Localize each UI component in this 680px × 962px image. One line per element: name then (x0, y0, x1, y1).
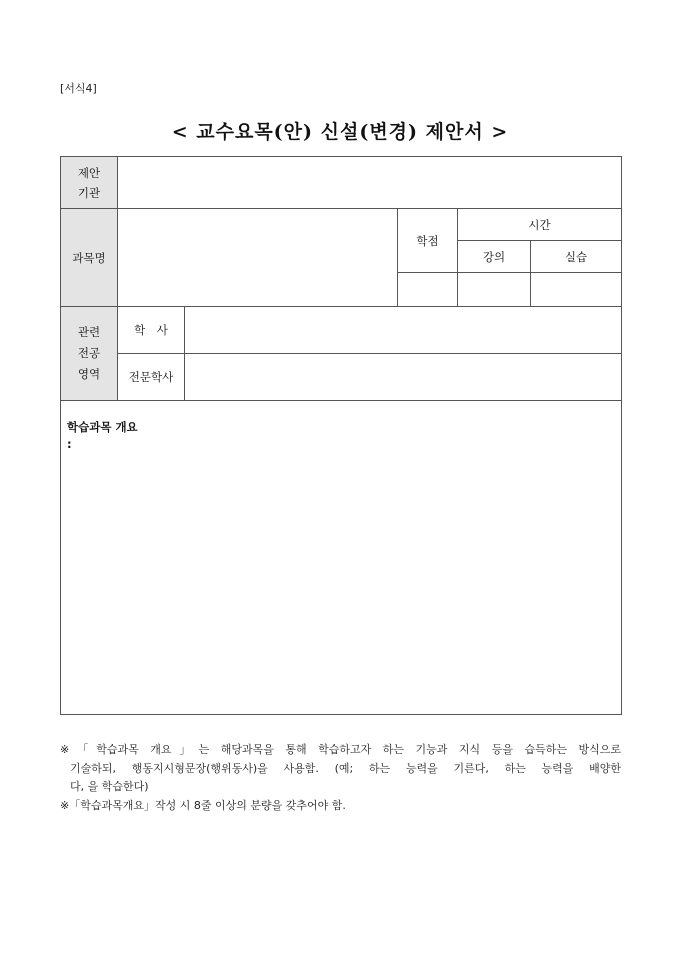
credits-label: 학점 (398, 209, 458, 273)
associate-label: 전문학사 (118, 354, 185, 401)
proposer-org-field[interactable] (118, 157, 622, 209)
credits-field[interactable] (398, 273, 458, 307)
practice-label: 실습 (531, 241, 622, 273)
lecture-label: 강의 (458, 241, 531, 273)
document-title: < 교수요목(안) 신설(변경) 제안서 > (171, 121, 509, 143)
related-field-label: 관련 전공 영역 (61, 307, 118, 401)
practice-hours-field[interactable] (531, 273, 622, 307)
hours-label: 시간 (458, 209, 622, 241)
bachelor-label: 학 사 (118, 307, 185, 354)
course-outline-field[interactable] (61, 401, 622, 715)
note-1-cont: 기술하되, 행동지시형문장(행위동사)을 사용함. (예; 하는 능력을 기른다, 하는 능력을 배양한 (70, 761, 621, 775)
course-name-label: 과목명 (61, 209, 118, 307)
proposer-org-label: 제안 기관 (61, 157, 118, 209)
note-1-end: 다, 을 학습한다) (70, 780, 149, 793)
course-name-field[interactable] (118, 209, 398, 307)
form-number-label: [서식4] (60, 82, 97, 95)
bachelor-field[interactable] (185, 307, 622, 354)
course-outline-title: 학습과목 개요 (67, 420, 138, 434)
associate-field[interactable] (185, 354, 622, 401)
lecture-hours-field[interactable] (458, 273, 531, 307)
notes-section (60, 741, 621, 815)
note-1: ※「학습과목 개요」는 해당과목을 통해 학습하고자 하는 기능과 지식 등을 습득하는 방식으로 (60, 743, 621, 756)
course-outline-colon: : (67, 437, 72, 451)
proposal-form-table (60, 156, 622, 715)
note-2: ※「학습과목개요」작성 시 8줄 이상의 분량을 갖추어야 함. (60, 798, 346, 812)
